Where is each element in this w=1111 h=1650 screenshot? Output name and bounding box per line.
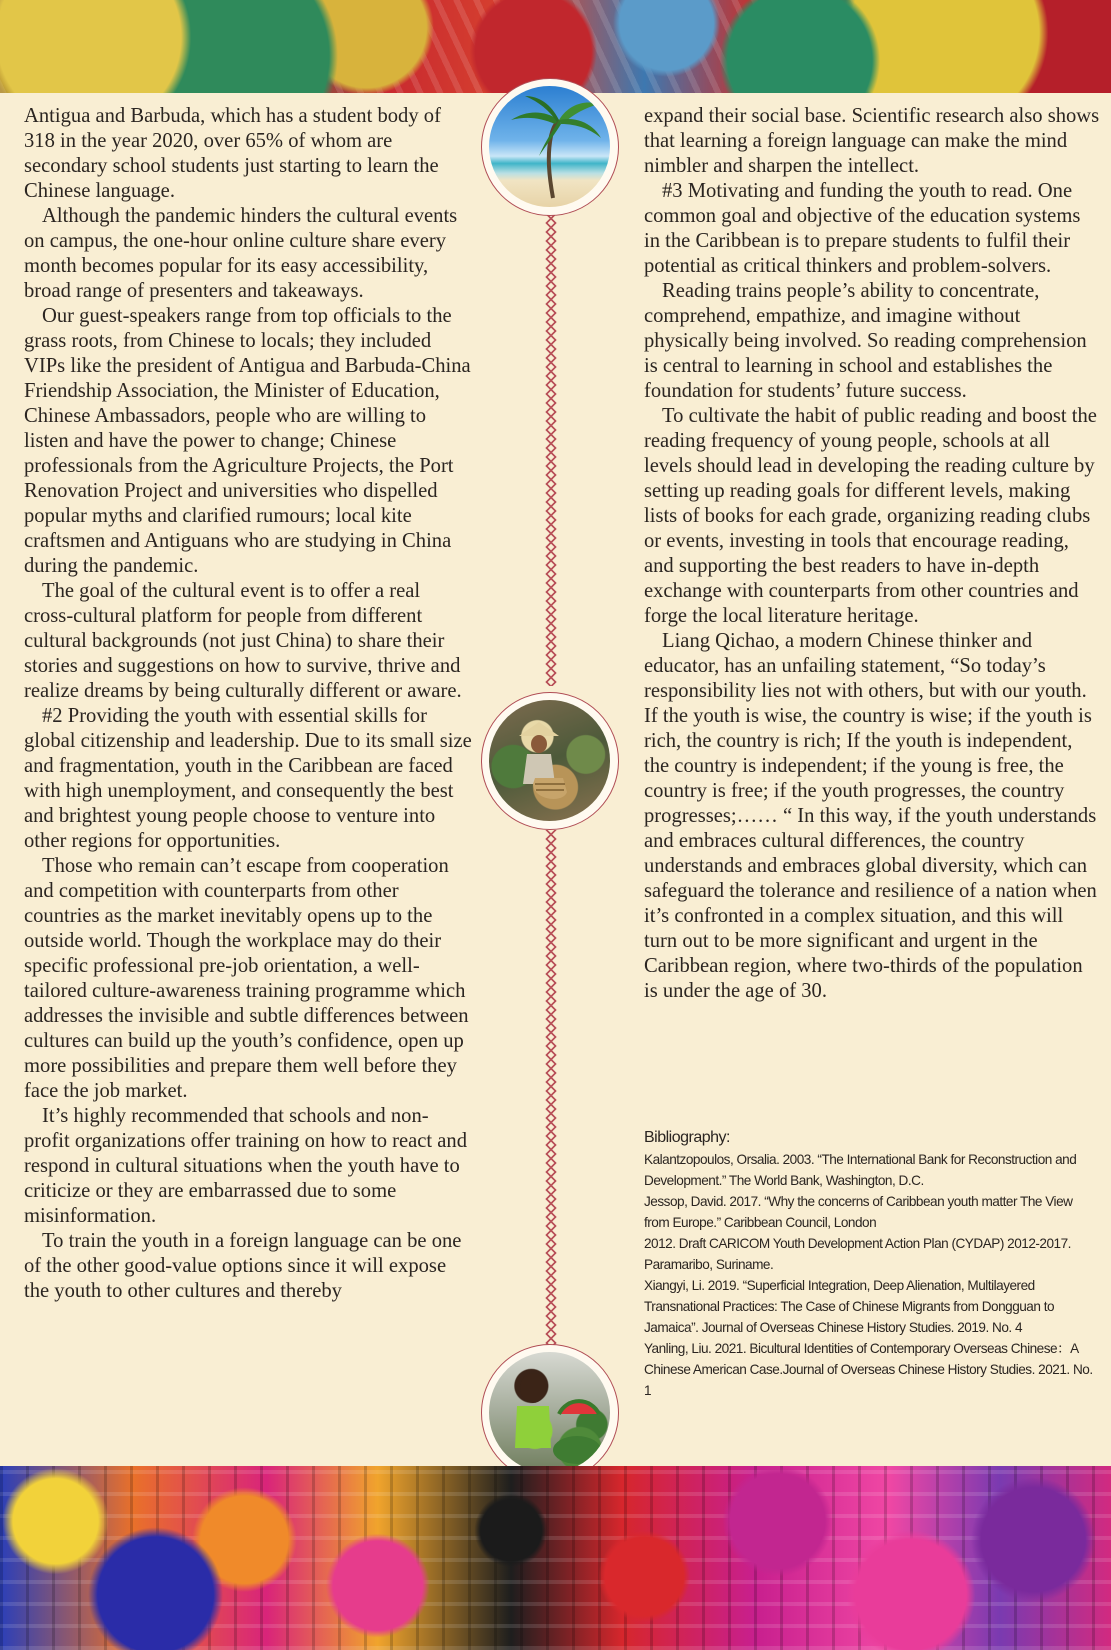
- paragraph: #3 Motivating and funding the youth to read. One common goal and objective of the education systems in the Caribbean is to prepare students to fulfil their potential as critical thinkers and problem-solvers.: [644, 180, 1081, 277]
- watermelon-vendor-image: [489, 1352, 610, 1473]
- medallion-photo-palm-beach: [481, 78, 619, 216]
- bibliography-entry: 2012. Draft CARICOM Youth Development Action Plan (CYDAP) 2012-2017. Paramaribo, Suriname.: [644, 1236, 1071, 1272]
- paragraph: Liang Qichao, a modern Chinese thinker and educator, has an unfailing statement, “So today’s responsibility lies not with others, but with our youth. If the youth is wise, the country is wise; if the youth is rich, the country is rich; If the youth is independent, the country is independent; if the young is free, the country is free; if the youth progresses, the country progresses;…… “ In this way, if the youth understands and embraces cultural differences, the country understands and embraces global diversity, which can safeguard the tolerance and resilience of a nation when it’s confronted in a complex situation, and this will turn out to be more significant and urgent in the Caribbean region, where two-thirds of the population is under the age of 30.: [644, 630, 1097, 1002]
- medallion-photo-market-vendor: [481, 692, 619, 830]
- medallion-photo-watermelon-vendor: [481, 1344, 619, 1482]
- paragraph: expand their social base. Scientific research also shows that learning a foreign language can make the mind nimbler and sharpen the intellect.: [644, 105, 1100, 177]
- paragraph: Reading trains people’s ability to concentrate, comprehend, empathize, and imagine without physically being involved. So reading comprehension is central to learning in school and establishes the foundation for students’ future success.: [644, 280, 1087, 402]
- paragraph: The goal of the cultural event is to offer a real cross-cultural platform for people from different cultural backgrounds (not just China) to share their stories and suggestions on how to survive, thrive and realize dreams by being culturally different or aware.: [24, 580, 462, 702]
- bottom-banner-fabric-image: [0, 1466, 1111, 1650]
- paragraph: Antigua and Barbuda, which has a student body of 318 in the year 2020, over 65% of whom are secondary school students just starting to learn the Chinese language.: [24, 105, 441, 202]
- divider-line: [545, 214, 557, 686]
- left-text-column: [24, 104, 474, 1304]
- paragraph: To cultivate the habit of public reading and boost the reading frequency of young people, schools at all levels should lead in developing the reading culture by setting up reading goals for different levels, making lists of books for each grade, organizing reading clubs or events, investing in tools that encourage reading, and supporting the best readers to have in-depth exchange with counterparts from other countries and forge the local literature heritage.: [644, 405, 1097, 627]
- bibliography-entry: Xiangyi, Li. 2019. “Superficial Integration, Deep Alienation, Multilayered Transnational Practices: The Case of Chinese Migrants from Dongguan to Jamaica”. Journal of Overseas Chinese History Studies. 2019. No. 4: [644, 1278, 1055, 1335]
- paragraph: #2 Providing the youth with essential skills for global citizenship and leadership. Due to its small size and fragmentation, youth in the Caribbean are faced with high unemployment, and consequently the best and brightest young people choose to venture into other regions for opportunities.: [24, 705, 472, 852]
- paragraph: Our guest-speakers range from top officials to the grass roots, from Chinese to locals; they included VIPs like the president of Antigua and Barbuda-China Friendship Association, the Minister of Education, Chinese Ambassadors, people who are willing to listen and have the power to change; Chinese professionals from the Agriculture Projects, the Port Renovation Project and universities who dispelled popular myths and clarified rumours; local kite craftsmen and Antiguans who are studying in China during the pandemic.: [24, 305, 471, 577]
- bibliography-entry: Yanling, Liu. 2021. Bicultural Identities of Contemporary Overseas Chinese：A Chinese American Case.Journal of Overseas Chinese History Studies. 2021. No. 1: [644, 1341, 1093, 1398]
- bibliography-entry: Jessop, David. 2017. “Why the concerns of Caribbean youth matter The View from Europe.” Caribbean Council, London: [644, 1194, 1073, 1230]
- bibliography: [644, 1127, 1100, 1401]
- market-vendor-image: [489, 700, 610, 821]
- divider-line: [545, 830, 557, 1348]
- paragraph: Those who remain can’t escape from cooperation and competition with counterparts from other countries as the market inevitably opens up to the outside world. Though the workplace may do their specific professional pre-job orientation, a well-tailored culture-awareness training programme which addresses the invisible and subtle differences between cultures can build up the youth’s confidence, open up more possibilities and prepare them well before they face the job market.: [24, 855, 469, 1102]
- paragraph: It’s highly recommended that schools and non-profit organizations offer training on how to react and respond in cultural situations when the youth have to criticize or they are embarrassed due to some misinformation.: [24, 1105, 468, 1227]
- right-text-column: [644, 104, 1100, 1004]
- bibliography-entry: Kalantzopoulos, Orsalia. 2003. “The International Bank for Reconstruction and Development.” The World Bank, Washington, D.C.: [644, 1152, 1077, 1188]
- paragraph: Although the pandemic hinders the cultural events on campus, the one-hour online culture share every month becomes popular for its easy accessibility, broad range of presenters and takeaways.: [24, 205, 458, 302]
- palm-beach-image: [489, 86, 610, 207]
- bibliography-heading: Bibliography:: [644, 1129, 730, 1146]
- paragraph: To train the youth in a foreign language can be one of the other good-value options since it will expose the youth to other cultures and thereby: [24, 1230, 462, 1302]
